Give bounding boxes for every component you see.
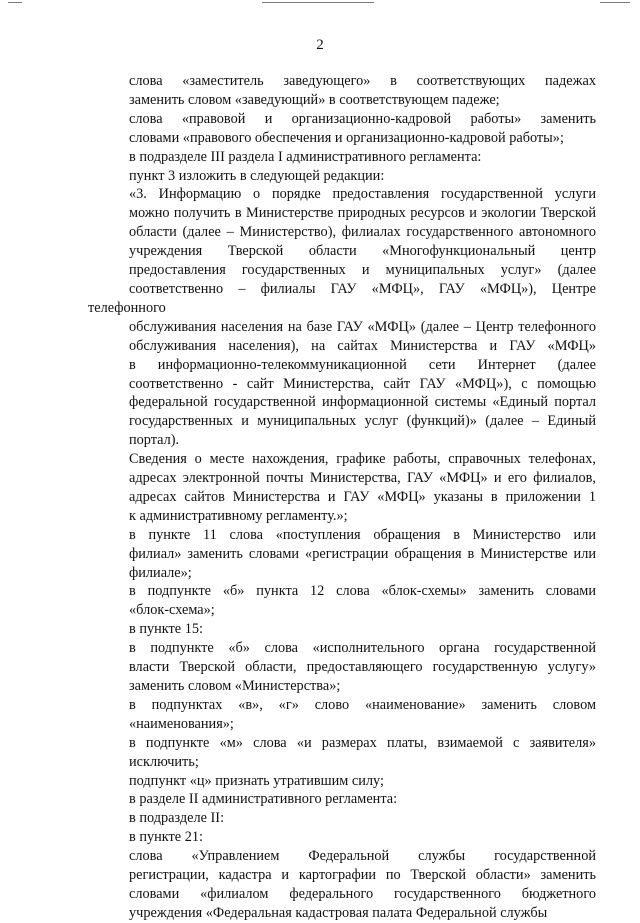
- text-line: учреждения Тверской области «Многофункциональный центр: [129, 243, 596, 260]
- text-line: власти Тверской области, предоставляющего государственную услугу»: [129, 659, 596, 676]
- text-line: можно получить в Министерстве природных ресурсов и экологии Тверской: [129, 205, 596, 222]
- text-line: слова «правовой и организационно-кадровой работы» заменить: [129, 110, 596, 127]
- paragraph: [88, 828, 596, 847]
- text-line: в пункте 21:: [129, 829, 203, 846]
- text-line: подпункт «ц» признать утратившим силу;: [129, 772, 384, 789]
- text-line: области (далее – Министерство), филиалах государственного автономного: [129, 224, 596, 241]
- text-line: предоставления государственных и муниципальных услуг» (далее: [129, 262, 596, 279]
- paragraph: [88, 639, 596, 696]
- text-line: заменить словом «Министерства»;: [129, 678, 341, 694]
- text-line: портал).: [129, 432, 180, 449]
- document-body: [88, 72, 596, 923]
- scan-edge-line-right: [600, 2, 630, 3]
- paragraph: [88, 620, 596, 639]
- text-line: в подпункте «б» пункта 12 слова «блок-схемы» заменить словами: [129, 583, 596, 600]
- paragraph: [88, 167, 596, 186]
- paragraph: [88, 772, 596, 791]
- text-line: соответственно – филиалы ГАУ «МФЦ», ГАУ «МФЦ»), Центре телефонного: [88, 280, 596, 316]
- text-line: Сведения о месте нахождения, графике работы, справочных телефонах,: [129, 451, 596, 468]
- text-line: «блок-схема»;: [129, 602, 215, 619]
- text-line: в подразделе III раздела I административного регламента:: [129, 148, 482, 165]
- paragraph: [88, 582, 596, 620]
- text-line: в подразделе II:: [129, 810, 225, 827]
- text-line: пункт 3 изложить в следующей редакции:: [129, 167, 385, 184]
- paragraph: [88, 526, 596, 583]
- paragraph: [88, 72, 596, 110]
- text-line: в подпунктах «в», «г» слово «наименование» заменить словом: [129, 696, 596, 713]
- text-line: «3. Информацию о порядке предоставления государственной услуги: [129, 186, 596, 203]
- text-line: словами «правового обеспечения и организационно-кадровой работы»;: [129, 129, 564, 146]
- text-line: к административному регламенту.»;: [129, 507, 348, 524]
- text-line: в пункте 11 слова «поступления обращения в Министерство или: [129, 526, 596, 543]
- paragraph: [88, 450, 596, 526]
- paragraph: [88, 790, 596, 809]
- text-line: в пункте 15:: [129, 621, 203, 638]
- text-line: обслуживания населения на базе ГАУ «МФЦ» (далее – Центр телефонного: [129, 318, 596, 335]
- text-line: учреждения «Федеральная кадастровая палата Федеральной службы: [129, 904, 548, 921]
- text-line: в разделе II административного регламента:: [129, 791, 398, 808]
- paragraph: [88, 148, 596, 167]
- paragraph: [88, 110, 596, 148]
- scan-edge-line-left: [8, 2, 22, 3]
- text-line: в подпункте «б» слова «исполнительного органа государственной: [129, 640, 596, 657]
- text-line: заменить словом «заведующий» в соответствующем падеже;: [129, 91, 500, 108]
- text-line: адресах электронной почты Министерства, ГАУ «МФЦ» и его филиалов,: [129, 470, 596, 487]
- paragraph: [88, 734, 596, 772]
- text-line: адресах сайтов Министерства и ГАУ «МФЦ» указаны в приложении 1: [129, 488, 596, 505]
- text-line: словами «филиалом федерального государственного бюджетного: [129, 885, 596, 902]
- text-line: слова «Управлением Федеральной службы государственной: [129, 848, 596, 865]
- paragraph: [88, 696, 596, 734]
- text-line: филиале»;: [129, 564, 192, 581]
- page-number: 2: [316, 37, 324, 53]
- text-line: исключить;: [129, 753, 199, 770]
- text-line: федеральной государственной информационной системы «Единый портал: [129, 394, 596, 411]
- scan-edge-line-center: [262, 2, 374, 3]
- text-line: в информационно-телекоммуникационной сети Интернет (далее: [129, 356, 596, 373]
- text-line: в подпункте «м» слова «и размерах платы, взимаемой с заявителя»: [129, 734, 596, 751]
- paragraph: [88, 847, 596, 923]
- text-line: слова «заместитель заведующего» в соответствующих падежах: [129, 73, 596, 89]
- text-line: государственных и муниципальных услуг (функций)» (далее – Единый: [129, 413, 596, 430]
- text-line: «наименования»;: [129, 715, 234, 732]
- text-line: регистрации, кадастра и картографии по Тверской области» заменить: [129, 867, 596, 884]
- text-line: филиал» заменить словами «регистрации обращения в Министерстве или: [129, 545, 596, 562]
- paragraph: [88, 809, 596, 828]
- text-line: обслуживания населения), на сайтах Министерства и ГАУ «МФЦ»: [129, 337, 596, 354]
- paragraph: [88, 185, 596, 450]
- text-line: соответственно - сайт Министерства, сайт ГАУ «МФЦ»), с помощью: [129, 375, 596, 392]
